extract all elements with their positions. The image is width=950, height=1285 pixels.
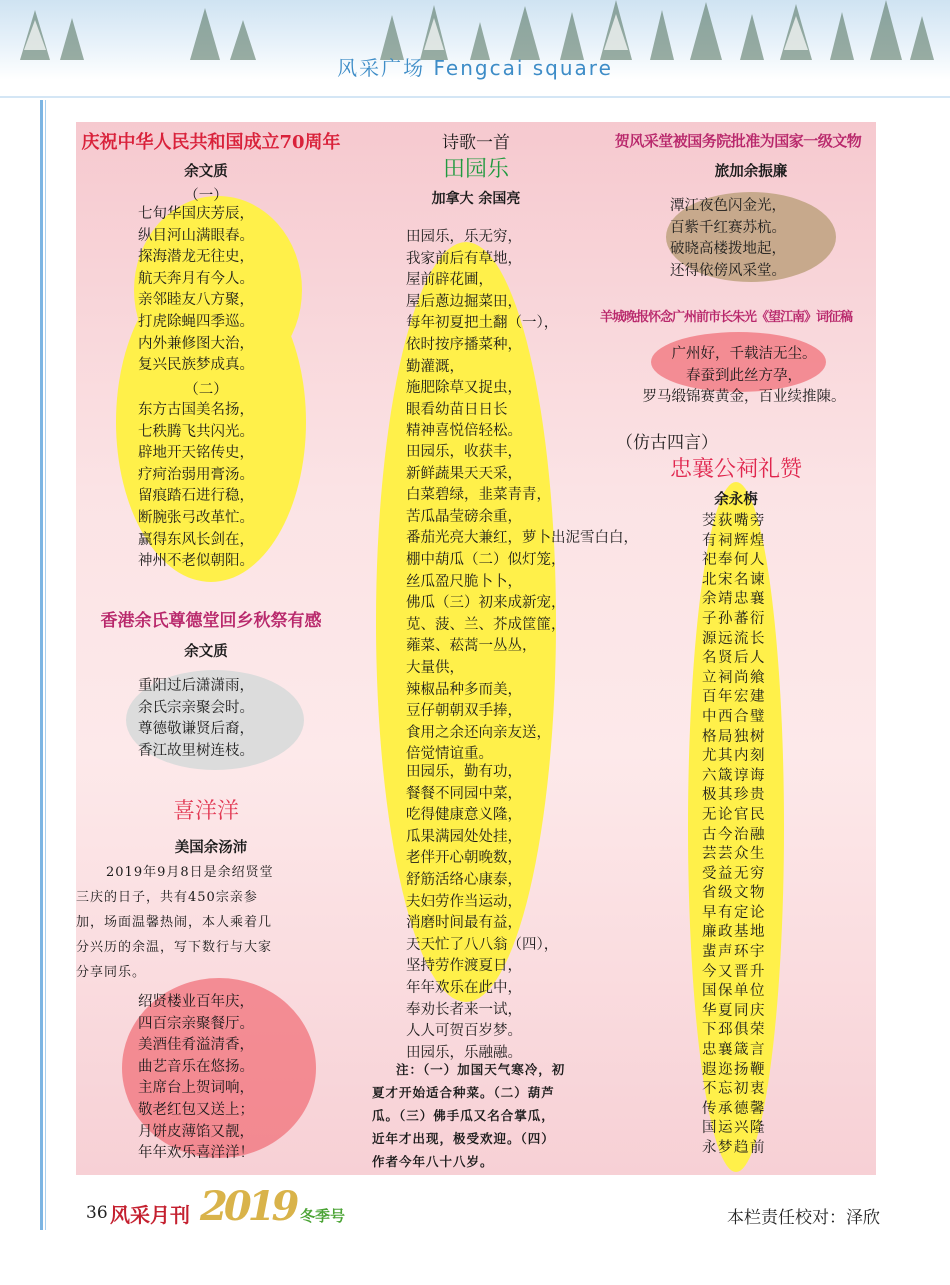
poem-line: 立祠尚飨	[702, 669, 766, 686]
poem-line: 断腕张弓改革忙。	[138, 509, 254, 526]
poem-line: 蜚声环宇	[702, 944, 766, 961]
header-banner	[0, 0, 950, 80]
poem7-author: 余永栴	[714, 491, 758, 508]
poem-line: 坚持劳作渡夏日，	[406, 958, 522, 975]
content-panel	[76, 122, 876, 1175]
intro-line: 分享同乐。	[76, 965, 147, 980]
poem-line: 罗马缎锦赛黄金，百业续推陳。	[642, 389, 846, 406]
poem-line: 格局独树	[702, 728, 766, 745]
poem-line: 今又晋升	[702, 963, 766, 980]
poem1-title: 庆祝中华人民共和国成立70周年	[81, 132, 341, 153]
poem-line: 眼看幼苗日日长	[406, 401, 508, 418]
intro-line: 2019年9月8日是余绍贤堂	[106, 865, 274, 880]
poem-line: 人人可贺百岁梦。	[406, 1023, 522, 1040]
poem-line: 广州好，千载洁无尘。	[671, 346, 817, 362]
poem-line: 有祠辉煌	[702, 532, 766, 549]
poem-line: 百紫千红赛苏杭。	[670, 219, 786, 236]
poem-line: 复兴民族梦成真。	[138, 357, 254, 374]
page-number: 36	[86, 1203, 108, 1223]
poem-line: 受益无穷	[702, 865, 766, 882]
note-line: 作者今年八十八岁。	[372, 1154, 494, 1169]
poem-line: 百年宏建	[702, 689, 766, 706]
poem-line: 田园乐，收获丰，	[406, 444, 522, 460]
poem-line: 极其珍贵	[702, 787, 766, 804]
poem-line: 国保单位	[702, 983, 766, 1000]
poem-line: 主席台上贺词响，	[138, 1080, 254, 1097]
poem1-part1-label: （一）	[184, 188, 228, 204]
poem-line: 棚中葫瓜（二）似灯笼，	[406, 551, 566, 568]
poem4-stanza3	[406, 762, 558, 1064]
poem-line: 老伴开心朝晚数，	[406, 850, 522, 867]
poem-line: 东方古国美名扬，	[138, 402, 254, 418]
poem-line: 传承德馨	[702, 1100, 766, 1117]
left-margin-rule-thin	[45, 100, 46, 1230]
poem-line: 香江故里树连枝。	[138, 742, 254, 759]
magazine-name: 风采月刊	[110, 1203, 190, 1227]
poem3-author: 美国余汤沛	[174, 839, 248, 856]
poem-line: 依时按序播菜种，	[406, 336, 522, 353]
poem-line: 绍贤楼业百年庆，	[138, 994, 254, 1010]
poem-line: 番茄光亮大兼红，萝卜出泥雪白白，	[406, 530, 638, 547]
poem-line: 余氏宗亲聚会时。	[138, 699, 254, 716]
poem2-title: 香港余氏尊德堂回乡秋祭有感	[100, 611, 322, 631]
poem-line: 纵目河山满眼春。	[138, 227, 254, 244]
poem4-kicker: 诗歌一首	[442, 133, 510, 153]
note-line: 注：（一）加国天气寒冷，初	[396, 1062, 566, 1077]
poem3-intro	[76, 860, 274, 985]
poem-line: 屋前辟花圃，	[406, 272, 493, 289]
poem-line: 每年初夏把土翻（一），	[406, 315, 559, 332]
poem-line: 早有定论	[702, 904, 766, 921]
poem1-part1-lines	[138, 204, 254, 377]
poem-line: 探海潜龙无往史，	[138, 249, 254, 266]
poem7-title: 忠襄公祠礼赞	[669, 457, 802, 482]
poem-line: 破晓高楼拨地起，	[670, 241, 786, 258]
poem-line: 国运兴隆	[702, 1120, 766, 1137]
poem-line: 省级文物	[702, 885, 766, 902]
poem7-lines	[702, 512, 766, 1159]
poem-line: 中西合璧	[702, 708, 766, 725]
intro-line: 分兴历的余温，写下数行与大家	[76, 940, 273, 955]
poem-line: 余靖忠襄	[702, 591, 766, 608]
poem-line: 年年欢乐喜洋洋！	[138, 1145, 254, 1162]
poem-line: 下邳俱荣	[702, 1022, 766, 1039]
poem-line: 忠襄箴言	[702, 1042, 766, 1059]
poem-line: 美酒佳肴溢清香，	[138, 1037, 254, 1054]
poem5-author: 旅加余振廉	[714, 163, 788, 180]
poem-line: 施肥除草又捉虫，	[406, 380, 522, 397]
poem-line: 七秩腾飞共闪光。	[138, 423, 254, 440]
poem-line: 不忘初衷	[702, 1081, 766, 1098]
poem-line: 倍觉情谊重。	[406, 746, 493, 763]
poem3-title: 喜洋洋	[172, 799, 239, 824]
poem-line: 田园乐，勤有功，	[406, 764, 522, 780]
poem-line: 新鲜蔬果天天采，	[406, 465, 522, 482]
poem-line: 亲邻睦友八方聚，	[138, 292, 254, 309]
poem-line: 天天忙了八八翁（四），	[406, 936, 559, 953]
poem-line: 永梦趋前	[702, 1140, 766, 1156]
poem-line: 无论官民	[702, 806, 766, 823]
poem-line: 屋后蔥边掘菜田，	[406, 293, 522, 310]
poem-line: 航天奔月有今人。	[138, 270, 254, 287]
poem-line: 芸芸众生	[702, 846, 766, 863]
intro-line: 三庆的日子，共有450宗亲参	[76, 890, 258, 905]
poem-line: 廉政基地	[702, 924, 766, 941]
poem-line: 子孙蕃衍	[702, 610, 766, 627]
poem2-author: 余文质	[184, 643, 228, 660]
poem-line: 内外兼修图大治，	[138, 335, 254, 352]
header-divider	[0, 96, 950, 98]
poem-line: 华夏同庆	[702, 1002, 766, 1019]
poem-line: 六箴谆诲	[702, 767, 766, 784]
poem-line: 赢得东风长剑在，	[138, 531, 254, 548]
poem-line: 丝瓜盈尺脆卜卜，	[406, 573, 522, 590]
poem-line: 曲艺音乐在悠扬。	[138, 1058, 254, 1075]
poem-line: 苦瓜晶莹磅余重，	[406, 508, 522, 525]
section-title: 风采广场 Fengcai square	[337, 56, 613, 80]
poem4-title: 田园乐	[442, 157, 509, 182]
poem-line: 神州不老似朝阳。	[138, 553, 254, 570]
note-line: 夏才开始适合种菜。（二）葫芦	[372, 1085, 555, 1100]
poem-line: 白菜碧绿，韭菜青青，	[406, 487, 551, 504]
intro-line: 加，场面温馨热闹，本人乘着几	[76, 915, 273, 930]
year-logo: 2019	[200, 1183, 296, 1230]
poem-line: 奉劝长者来一试，	[406, 1001, 522, 1018]
note-line: 近年才出现，极受欢迎。（四）	[372, 1131, 555, 1146]
poem-line: 田园乐，乐无穷，	[406, 229, 522, 245]
poem-line: 舒筋活络心康泰，	[406, 871, 522, 888]
poem-line: 尊德敬谦贤后裔，	[138, 721, 254, 738]
poem-line: 打虎除蝇四季巡。	[138, 313, 254, 330]
poem-line: 年年欢乐在此中，	[406, 979, 522, 996]
poem-line: 田园乐，乐融融。	[406, 1044, 522, 1061]
poem4-stanza2	[406, 442, 638, 766]
poem-line: 遐迩扬鞭	[702, 1061, 766, 1078]
poem1-part2-lines	[138, 400, 254, 573]
poem1-part2-label: （二）	[184, 382, 228, 398]
poem6-lines	[612, 344, 876, 409]
poem-line: 疗疴治弱用膏汤。	[138, 466, 254, 483]
poem-line: 蕹菜、菘蒿一丛丛，	[406, 638, 537, 655]
poem-line: 精神喜悦倍轻松。	[406, 423, 522, 440]
poem-line: 还得依傍风采堂。	[670, 262, 786, 279]
poem-line: 夫妇劳作当运动，	[406, 893, 522, 910]
poem-line: 豆仔朝朝双手捧，	[406, 703, 522, 720]
poem-line: 茭荻嘴旁	[702, 513, 766, 529]
poem-line: 七旬华国庆芳辰，	[138, 206, 254, 222]
poem1-author: 余文质	[184, 163, 228, 180]
left-margin-rule	[40, 100, 43, 1230]
poem-line: 春蚕到此丝方孕，	[686, 367, 802, 384]
poem-line: 尤其内刻	[702, 748, 766, 765]
poem-line: 敬老红包又送上；	[138, 1101, 254, 1118]
note-line: 瓜。（三）佛手瓜又名合掌瓜，	[372, 1108, 555, 1123]
poem-line: 辣椒品种多而美，	[406, 681, 522, 698]
poem-line: 名贤后人	[702, 650, 766, 667]
poem5-title: 贺风采堂被国务院批准为国家一级文物	[614, 132, 862, 150]
poem-line: 月饼皮薄馅又靓，	[138, 1123, 254, 1140]
proofreader-credit: 本栏责任校对：泽欣	[727, 1208, 880, 1228]
poem-line: 辟地开天铭传史，	[138, 445, 254, 462]
poem6-title: 羊城晚报怀念广州前市长朱光《望江南》词征稿	[600, 310, 853, 325]
poem-line: 佛瓜（三）初来成新宠，	[406, 595, 566, 612]
poem-line: 我家前后有草地，	[406, 250, 522, 267]
poem-line: 餐餐不同园中菜，	[406, 785, 522, 802]
poem-line: 食用之余还向亲友送，	[406, 724, 551, 741]
poem-line: 留痕踏石进行稳，	[138, 488, 254, 505]
poem-line: 源远流长	[702, 630, 766, 647]
poem4-author: 加拿大 余国亮	[431, 191, 521, 207]
poem-line: 吃得健康意义隆，	[406, 807, 522, 824]
poem-line: 四百宗亲聚餐厅。	[138, 1015, 254, 1032]
poem7-kicker: （仿古四言）	[616, 433, 718, 453]
poem-line: 北宋名谏	[702, 571, 766, 588]
poem-line: 祀奉何人	[702, 552, 766, 569]
poem-line: 古今治融	[702, 826, 766, 843]
poem4-stanza1	[406, 227, 558, 443]
poem-line: 重阳过后潇潇雨，	[138, 678, 254, 694]
poem-line: 潭江夜色闪金光，	[670, 198, 786, 214]
poem-line: 大量供，	[406, 659, 464, 676]
poem4-notes	[372, 1058, 565, 1173]
poem2-lines	[138, 676, 254, 762]
poem-line: 勤灌溉，	[406, 358, 464, 375]
poem-line: 苋、菠、兰、芥成筐篚，	[406, 616, 566, 633]
poem3-lines	[138, 992, 254, 1165]
poem5-lines	[670, 196, 786, 282]
poem-line: 消磨时间最有益，	[406, 915, 522, 932]
poem-line: 瓜果满园处处挂，	[406, 828, 522, 845]
issue-season: 冬季号	[300, 1207, 346, 1225]
